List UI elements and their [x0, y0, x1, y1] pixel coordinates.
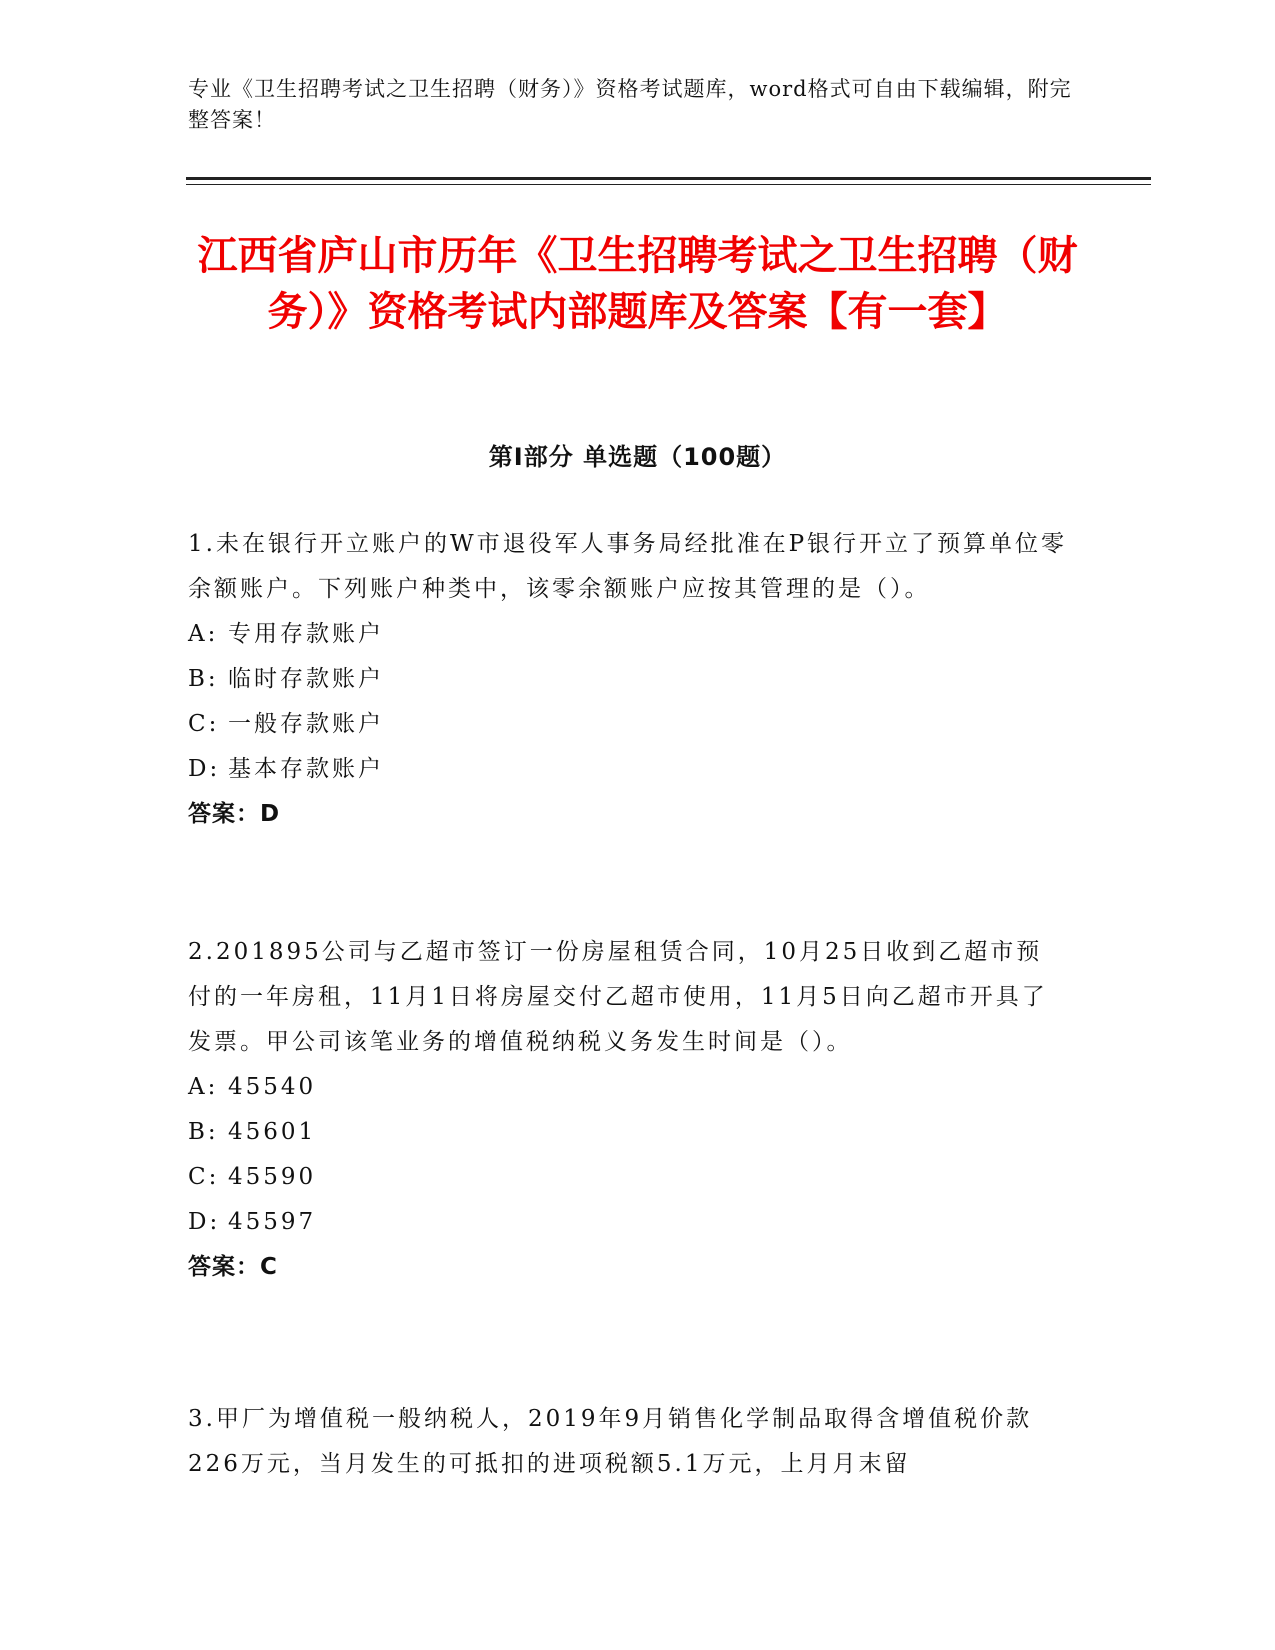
document-title: 江西省庐山市历年《卫生招聘考试之卫生招聘（财务）》资格考试内部题库及答案【有一套】	[197, 233, 1078, 335]
question-2	[188, 930, 1068, 1290]
option-key: B:	[188, 666, 219, 692]
header-rule-thin	[186, 184, 1151, 185]
question-text: 2.201895公司与乙超市签订一份房屋租赁合同，10月25日收到乙超市预付的一年房租，11月1日将房屋交付乙超市使用，11月5日向乙超市开具了发票。甲公司该笔业务的增值税纳税义务发生时间是（）。	[188, 939, 1048, 1055]
option-text: 临时存款账户	[228, 666, 384, 692]
option-key: A:	[188, 621, 219, 647]
option-a	[188, 1065, 1068, 1110]
option-text: 专用存款账户	[228, 621, 384, 647]
option-key: D:	[188, 756, 221, 782]
question-3	[188, 1397, 1068, 1487]
option-key: C:	[188, 1164, 220, 1190]
answer-line: 答案：C	[188, 1254, 278, 1280]
option-key: C:	[188, 711, 220, 737]
answer-line: 答案：D	[188, 801, 281, 827]
option-c	[188, 702, 1068, 747]
option-key: A:	[188, 1074, 219, 1100]
section-heading: 第I部分 单选题（100题）	[488, 443, 787, 471]
option-text: 45597	[228, 1209, 317, 1235]
option-text: 一般存款账户	[228, 711, 384, 737]
header-note: 专业《卫生招聘考试之卫生招聘（财务）》资格考试题库，word格式可自由下载编辑，附完整答案！	[188, 77, 1072, 132]
option-key: D:	[188, 1209, 221, 1235]
option-d	[188, 1200, 1068, 1245]
option-c	[188, 1155, 1068, 1200]
option-b	[188, 657, 1068, 702]
question-text: 3.甲厂为增值税一般纳税人，2019年9月销售化学制品取得含增值税价款226万元，当月发生的可抵扣的进项税额5.1万元，上月月末留	[188, 1406, 1033, 1477]
question-1	[188, 522, 1068, 837]
option-a	[188, 612, 1068, 657]
option-d	[188, 747, 1068, 792]
option-text: 45601	[228, 1119, 317, 1145]
option-text: 45540	[228, 1074, 317, 1100]
option-text: 45590	[228, 1164, 317, 1190]
option-text: 基本存款账户	[228, 756, 384, 782]
option-b	[188, 1110, 1068, 1155]
question-text: 1.未在银行开立账户的W市退役军人事务局经批准在P银行开立了预算单位零余额账户。下列账户种类中，该零余额账户应按其管理的是（）。	[188, 531, 1068, 602]
header-rule-thick	[186, 177, 1151, 180]
option-key: B:	[188, 1119, 219, 1145]
